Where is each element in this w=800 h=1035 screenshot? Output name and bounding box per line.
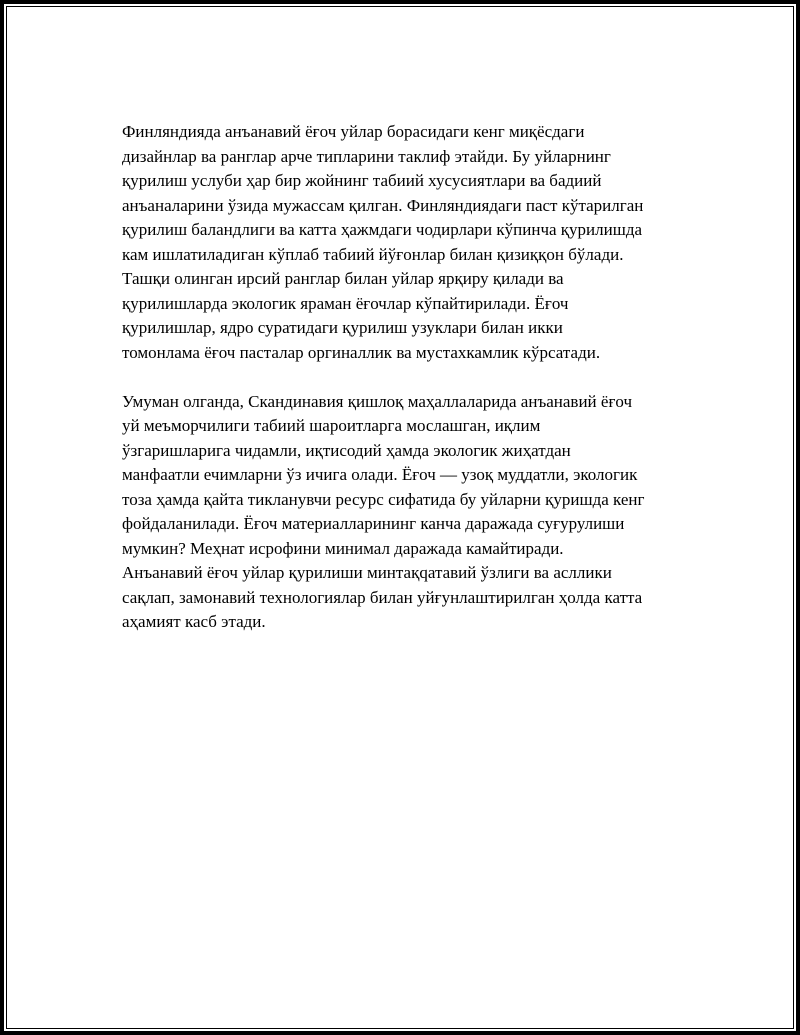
- paragraph-1: Финляндияда анъанавий ёғоч уйлар борасидаги кенг миқёсдаги дизайнлар ва ранглар арче типларини таклиф этайди. Бу уйларнинг қурилиш услуби ҳар бир жойнинг табиий хусусиятлари ва бадиий анъаналарини ўзида мужассам қилган. Финляндиядаги паст кўтарилган қурилиш баландлиги ва катта ҳажмдаги чодирлари кўпинча қурилишда кам ишлатиладиган кўплаб табиий йўғонлар билан қизиққон бўлади. Ташқи олинган ирсий ранглар билан уйлар ярқиру қилади ва қурилишларда экологик яраман ёғочлар кўпайтирилади. Ёғоч қурилишлар, ядро суратидаги қурилиш узуклари билан икки томонлама ёғоч пасталар оргиналлик ва мустахкамлик кўрсатади.: [122, 122, 644, 362]
- paragraph-2: Умуман олганда, Скандинавия қишлоқ маҳаллаларида анъанавий ёғоч уй меъморчилиги табиий шароитларга мослашган, иқлим ўзгаришларига чидамли, иқтисодий ҳамда экологик жиҳатдан манфаатли ечимларни ўз ичига олади. Ёғоч — узоқ муддатли, экологик тоза ҳамда қайта тикланувчи ресурс сифатида бу уйларни қуришда кенг фойдаланилади. Ёғоч материалларининг канча даражада суғурулиши мумкин? Меҳнат исрофини минимал даражада камайтиради. Анъанавий ёғоч уйлар қурилиши минтақqатавий ўзлиги ва асллики сақлап, замонавий технологиялар билан уйғунлаштирилган ҳолда катта аҳамият касб этади.: [122, 391, 645, 631]
- document-body: [122, 120, 708, 635]
